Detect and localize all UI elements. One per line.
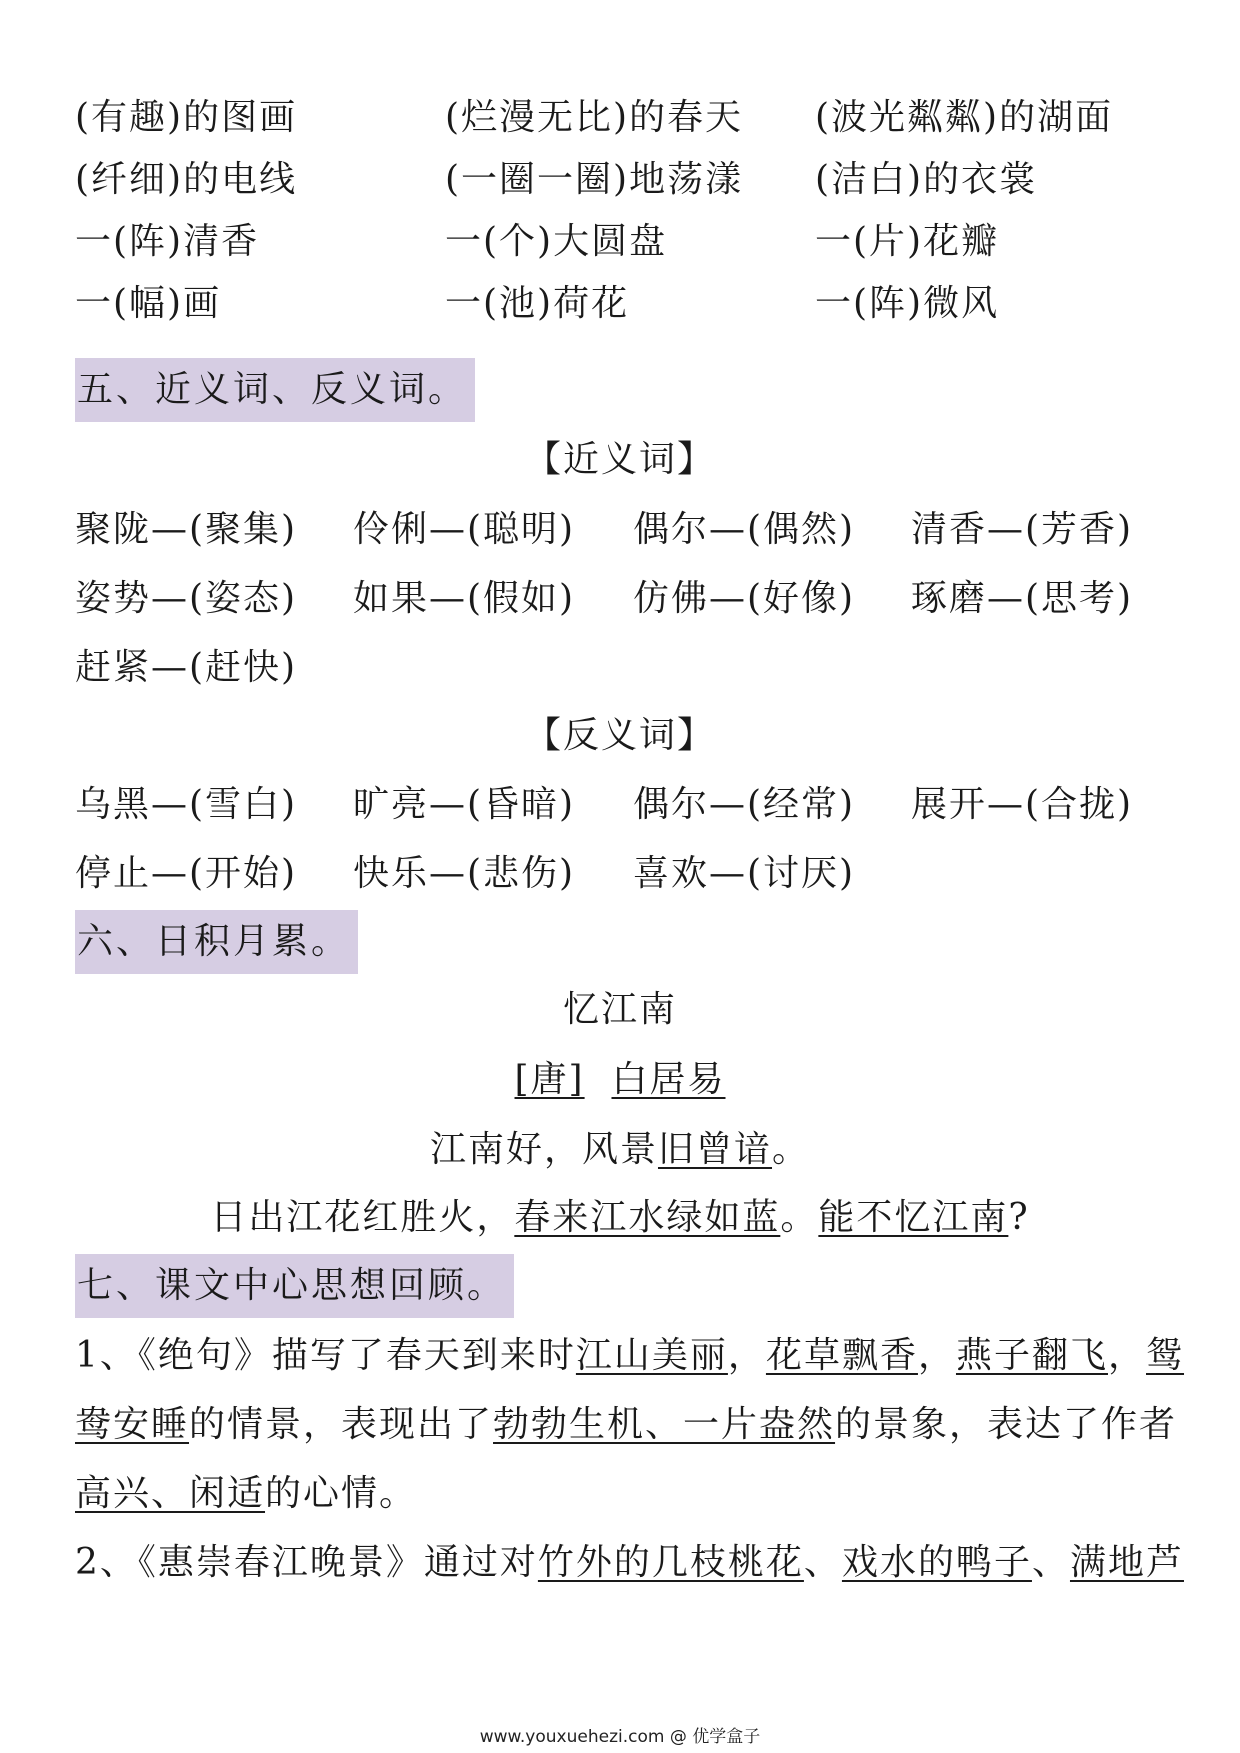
phrase-item: (波光粼粼)的湖面 bbox=[815, 97, 1114, 138]
synonym-pair: 如果—(假如) bbox=[353, 578, 576, 619]
phrase-item: (有趣)的图画 bbox=[75, 97, 298, 138]
synonym-pair: 仿佛—(好像) bbox=[633, 578, 856, 619]
poem-author: 白居易 bbox=[611, 1059, 726, 1100]
antonym-pair: 喜欢—(讨厌) bbox=[633, 853, 856, 894]
phrase-item: 一(阵)清香 bbox=[75, 221, 260, 262]
section-heading-5: 五、近义词、反义词。 bbox=[75, 358, 475, 422]
synonym-pair: 赶紧—(赶快) bbox=[75, 647, 298, 688]
poem-title: 忆江南 bbox=[562, 989, 677, 1030]
antonym-pair: 乌黑—(雪白) bbox=[75, 784, 298, 825]
phrase-item: 一(片)花瓣 bbox=[815, 221, 1000, 262]
antonym-pair: 偶尔—(经常) bbox=[633, 784, 856, 825]
section-heading-6: 六、日积月累。 bbox=[75, 910, 358, 974]
paragraph-2-line-1: 2、《惠崇春江晚景》通过对竹外的几枝桃花、戏水的鸭子、满地芦 bbox=[75, 1542, 1184, 1583]
poem-dynasty: [唐] bbox=[514, 1059, 585, 1100]
poem-line-1: 江南好，风景旧曾谙。 bbox=[429, 1129, 811, 1170]
phrase-item: 一(池)荷花 bbox=[445, 283, 630, 324]
antonym-pair: 停止—(开始) bbox=[75, 853, 298, 894]
synonym-pair: 琢磨—(思考) bbox=[911, 578, 1134, 619]
synonyms-title: 【近义词】 bbox=[524, 439, 715, 480]
phrase-item: 一(个)大圆盘 bbox=[445, 221, 668, 262]
footer-watermark: www.youxuehezi.com @ 优学盒子 bbox=[479, 1727, 761, 1747]
section-heading-7: 七、课文中心思想回顾。 bbox=[75, 1254, 514, 1318]
phrase-item: (纤细)的电线 bbox=[75, 159, 298, 200]
phrase-item: (一圈一圈)地荡漾 bbox=[445, 159, 744, 200]
phrase-item: 一(阵)微风 bbox=[815, 283, 1000, 324]
synonym-pair: 伶俐—(聪明) bbox=[353, 509, 576, 550]
antonyms-title: 【反义词】 bbox=[524, 715, 715, 756]
antonym-pair: 快乐—(悲伤) bbox=[353, 853, 576, 894]
synonym-pair: 偶尔—(偶然) bbox=[633, 509, 856, 550]
poem-line-2: 日出江花红胜火，春来江水绿如蓝。能不忆江南? bbox=[210, 1197, 1030, 1238]
synonym-pair: 清香—(芳香) bbox=[911, 509, 1134, 550]
phrase-item: 一(幅)画 bbox=[75, 283, 222, 324]
antonym-pair: 旷亮—(昏暗) bbox=[353, 784, 576, 825]
phrase-item: (洁白)的衣裳 bbox=[815, 159, 1038, 200]
paragraph-1-line-3: 高兴、闲适的心情。 bbox=[75, 1473, 418, 1514]
synonym-pair: 聚陇—(聚集) bbox=[75, 509, 298, 550]
antonym-pair: 展开—(合拢) bbox=[911, 784, 1134, 825]
poem-author-line bbox=[0, 1058, 1240, 1102]
synonym-pair: 姿势—(姿态) bbox=[75, 578, 298, 619]
paragraph-1-line-1: 1、《绝句》描写了春天到来时江山美丽，花草飘香，燕子翻飞，鸳 bbox=[75, 1335, 1185, 1376]
phrase-item: (烂漫无比)的春天 bbox=[445, 97, 744, 138]
paragraph-1-line-2: 鸯安睡的情景，表现出了勃勃生机、一片盎然的景象，表达了作者 bbox=[75, 1404, 1178, 1445]
